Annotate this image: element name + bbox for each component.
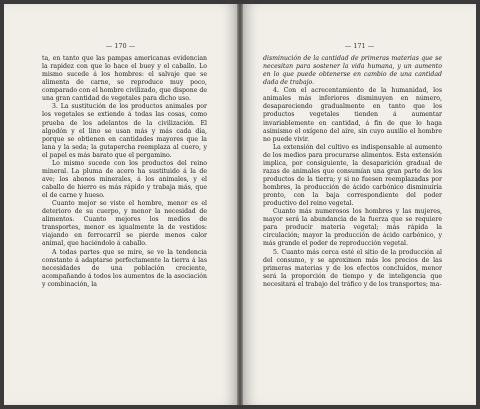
left-page-body [42, 55, 207, 289]
paragraph: disminución de la cantidad de primeras materias que se necesitan para sostener la vida humana, y un aumento en lo que puede obtenerse en cambio de una cantidad dada de trabajo. [263, 55, 442, 87]
paragraph: 5. Cuanto más cerca esté el sitio de la producción al del consumo, y se aproximen más los precios de las primeras materias y de los efectos concluídos, menor será la proporción de tiempo y de inteligencia que necesitará el trabajo del tráfico y de los transportes; ma- [263, 248, 442, 288]
paragraph: La extensión del cultivo es indispensable al aumento de los medios para procurarse alimentos. Esta extensión implica, por consiguiente, la desaparición gradual de razas de animales que consumían una gran parte de los productos de la tierra; y si no fuesen reemplazadas por hombres, la producción de ácido carbónico disminuiría pronto, con la baja correspondiente del poder productivo del reino vegetal. [263, 143, 442, 208]
page-number-right: — 171 — [344, 42, 375, 50]
paragraph: Cuanto más numerosos los hombres y las mujeres, mayor será la abundancia de la fuerza que se requiere para producir materia vegetal; más rápida la circulación; mayor la producción de ácido carbónico, y más grande el poder de reproducción vegetal. [263, 208, 442, 248]
right-page [243, 4, 476, 405]
left-page [4, 4, 237, 405]
paragraph: ta, en tanto que las pampas americanas evidencian la rapidez con que lo hace el buey y el caballo. Lo mismo sucede á los hombres: el salvaje que se alimenta de carne, se reproduce muy poco, comparado con el hombre civilizado, que dispone de una gran cantidad de vegetales para dicho uso. [42, 55, 207, 103]
paragraph: Lo mismo sucede con los productos del reino mineral. La pluma de acero ha sustituido á la de ave; los abonos minerales, á los animales, y el caballo de hierro es más rápido y trabaja más, que el de carne y hueso. [42, 159, 207, 200]
paragraph: 3. La sustitución de los productos animales por los vegetales se extiende á todas las cosas, como prueba de los adelantos de la civilización. El algodón y el lino se usan más y más cada día, porque se obtienen en cantidades mayores que la lana y la seda; la gutapercha reemplaza al cuero, y el papel es más barato que el pergamino. [42, 103, 207, 159]
paragraph: Cuanto mejor se viste el hombre, menor es el deterioro de su cuerpo, y menor la necesidad de alimentos. Cuanto mejores los medios de transportes, menor es igualmente la de vestidos: viajando en ferrocarril se pierde menos calor animal, que haciéndolo á caballo. [42, 200, 207, 248]
page-number-left: — 170 — [105, 42, 136, 50]
paragraph: A todas partes que se mire, se ve la tendencia constante á adaptarse perfectamente la tierra á las necesidades de una población creciente, acompañando á todos los aumentos de la asociación y combinación, la [42, 248, 207, 288]
book-spread [4, 4, 476, 405]
right-page-body [263, 55, 442, 289]
paragraph: 4. Con el acrecentamiento de la humanidad, los animales más inferiores disminuyen en número, desapareciendo gradualmente en tanto que los productos vegetales tienden á aumentar invariablemente en cantidad, á fin de que lo haga asimismo el oxígeno del aire, sin cuyo auxilio el hombre no puede vivir. [263, 87, 442, 143]
